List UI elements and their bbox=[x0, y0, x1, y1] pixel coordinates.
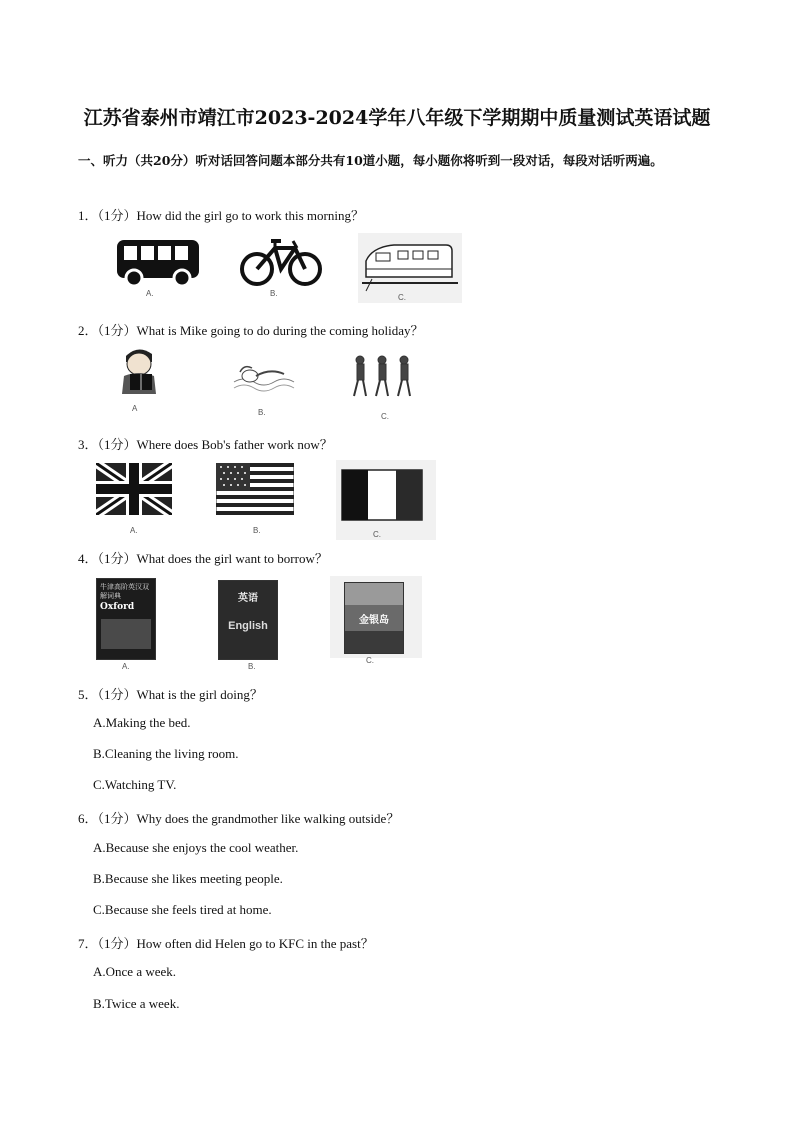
option-7b: B.Twice a week. bbox=[93, 996, 180, 1011]
english-book-title: English bbox=[228, 620, 268, 632]
usa-flag-image bbox=[216, 463, 294, 515]
treasure-island-book-image bbox=[330, 576, 422, 658]
hiking-image bbox=[348, 352, 418, 404]
option-5c: C.Watching TV. bbox=[93, 777, 177, 792]
caption-4b: B. bbox=[248, 662, 256, 671]
bus-image bbox=[114, 236, 204, 300]
dictionary-title: 牛津高阶英汉双解词典 bbox=[100, 583, 149, 600]
treasure-island-title: 金银岛 bbox=[359, 615, 389, 626]
caption-2a: A bbox=[132, 404, 138, 413]
train-image bbox=[358, 233, 462, 303]
caption-1b: B. bbox=[270, 289, 278, 298]
question-1: 1．（1分）How did the girl go to work this morning？ bbox=[78, 208, 364, 223]
english-book-image bbox=[218, 580, 278, 660]
caption-1c: C. bbox=[398, 293, 406, 302]
question-5: 5．（1分）What is the girl doing？ bbox=[78, 687, 263, 702]
question-2: 2．（1分）What is Mike going to do during the coming holiday？ bbox=[78, 323, 424, 338]
caption-1a: A. bbox=[146, 289, 154, 298]
option-5b: B.Cleaning the living room. bbox=[93, 746, 239, 761]
caption-3b: B. bbox=[253, 526, 261, 535]
france-flag-image bbox=[336, 460, 436, 540]
section-heading: 一、听力（共20分）听对话回答问题本部分共有10道小题，每小题你将听到一段对话，每段对话听两遍。 bbox=[78, 153, 663, 168]
option-6a: A.Because she enjoys the cool weather. bbox=[93, 840, 299, 855]
caption-2b: B. bbox=[258, 408, 266, 417]
reading-boy-image bbox=[112, 344, 168, 396]
option-5a: A.Making the bed. bbox=[93, 715, 191, 730]
question-7: 7．（1分）How often did Helen go to KFC in the past？ bbox=[78, 936, 374, 951]
english-book-chinese-title: 英语 bbox=[238, 593, 258, 604]
option-6c: C.Because she feels tired at home. bbox=[93, 902, 272, 917]
dictionary-book-image bbox=[96, 578, 156, 660]
caption-3a: A. bbox=[130, 526, 138, 535]
swimming-image bbox=[230, 360, 296, 394]
page-title: 江苏省泰州市靖江市2023-2024学年八年级下学期期中质量测试英语试题 bbox=[83, 107, 711, 129]
uk-flag-image bbox=[96, 463, 172, 515]
caption-4c: C. bbox=[366, 656, 374, 665]
option-7a: A.Once a week. bbox=[93, 964, 177, 979]
caption-2c: C. bbox=[381, 412, 389, 421]
bicycle-image bbox=[239, 236, 323, 288]
option-6b: B.Because she likes meeting people. bbox=[93, 871, 283, 886]
dictionary-oxford: Oxford bbox=[100, 602, 135, 612]
question-6: 6．（1分）Why does the grandmother like walking outside？ bbox=[78, 811, 400, 826]
question-3: 3．（1分）Where does Bob's father work now？ bbox=[78, 437, 333, 452]
question-4: 4．（1分）What does the girl want to borrow？ bbox=[78, 551, 328, 566]
caption-3c: C. bbox=[373, 530, 381, 539]
caption-4a: A. bbox=[122, 662, 130, 671]
